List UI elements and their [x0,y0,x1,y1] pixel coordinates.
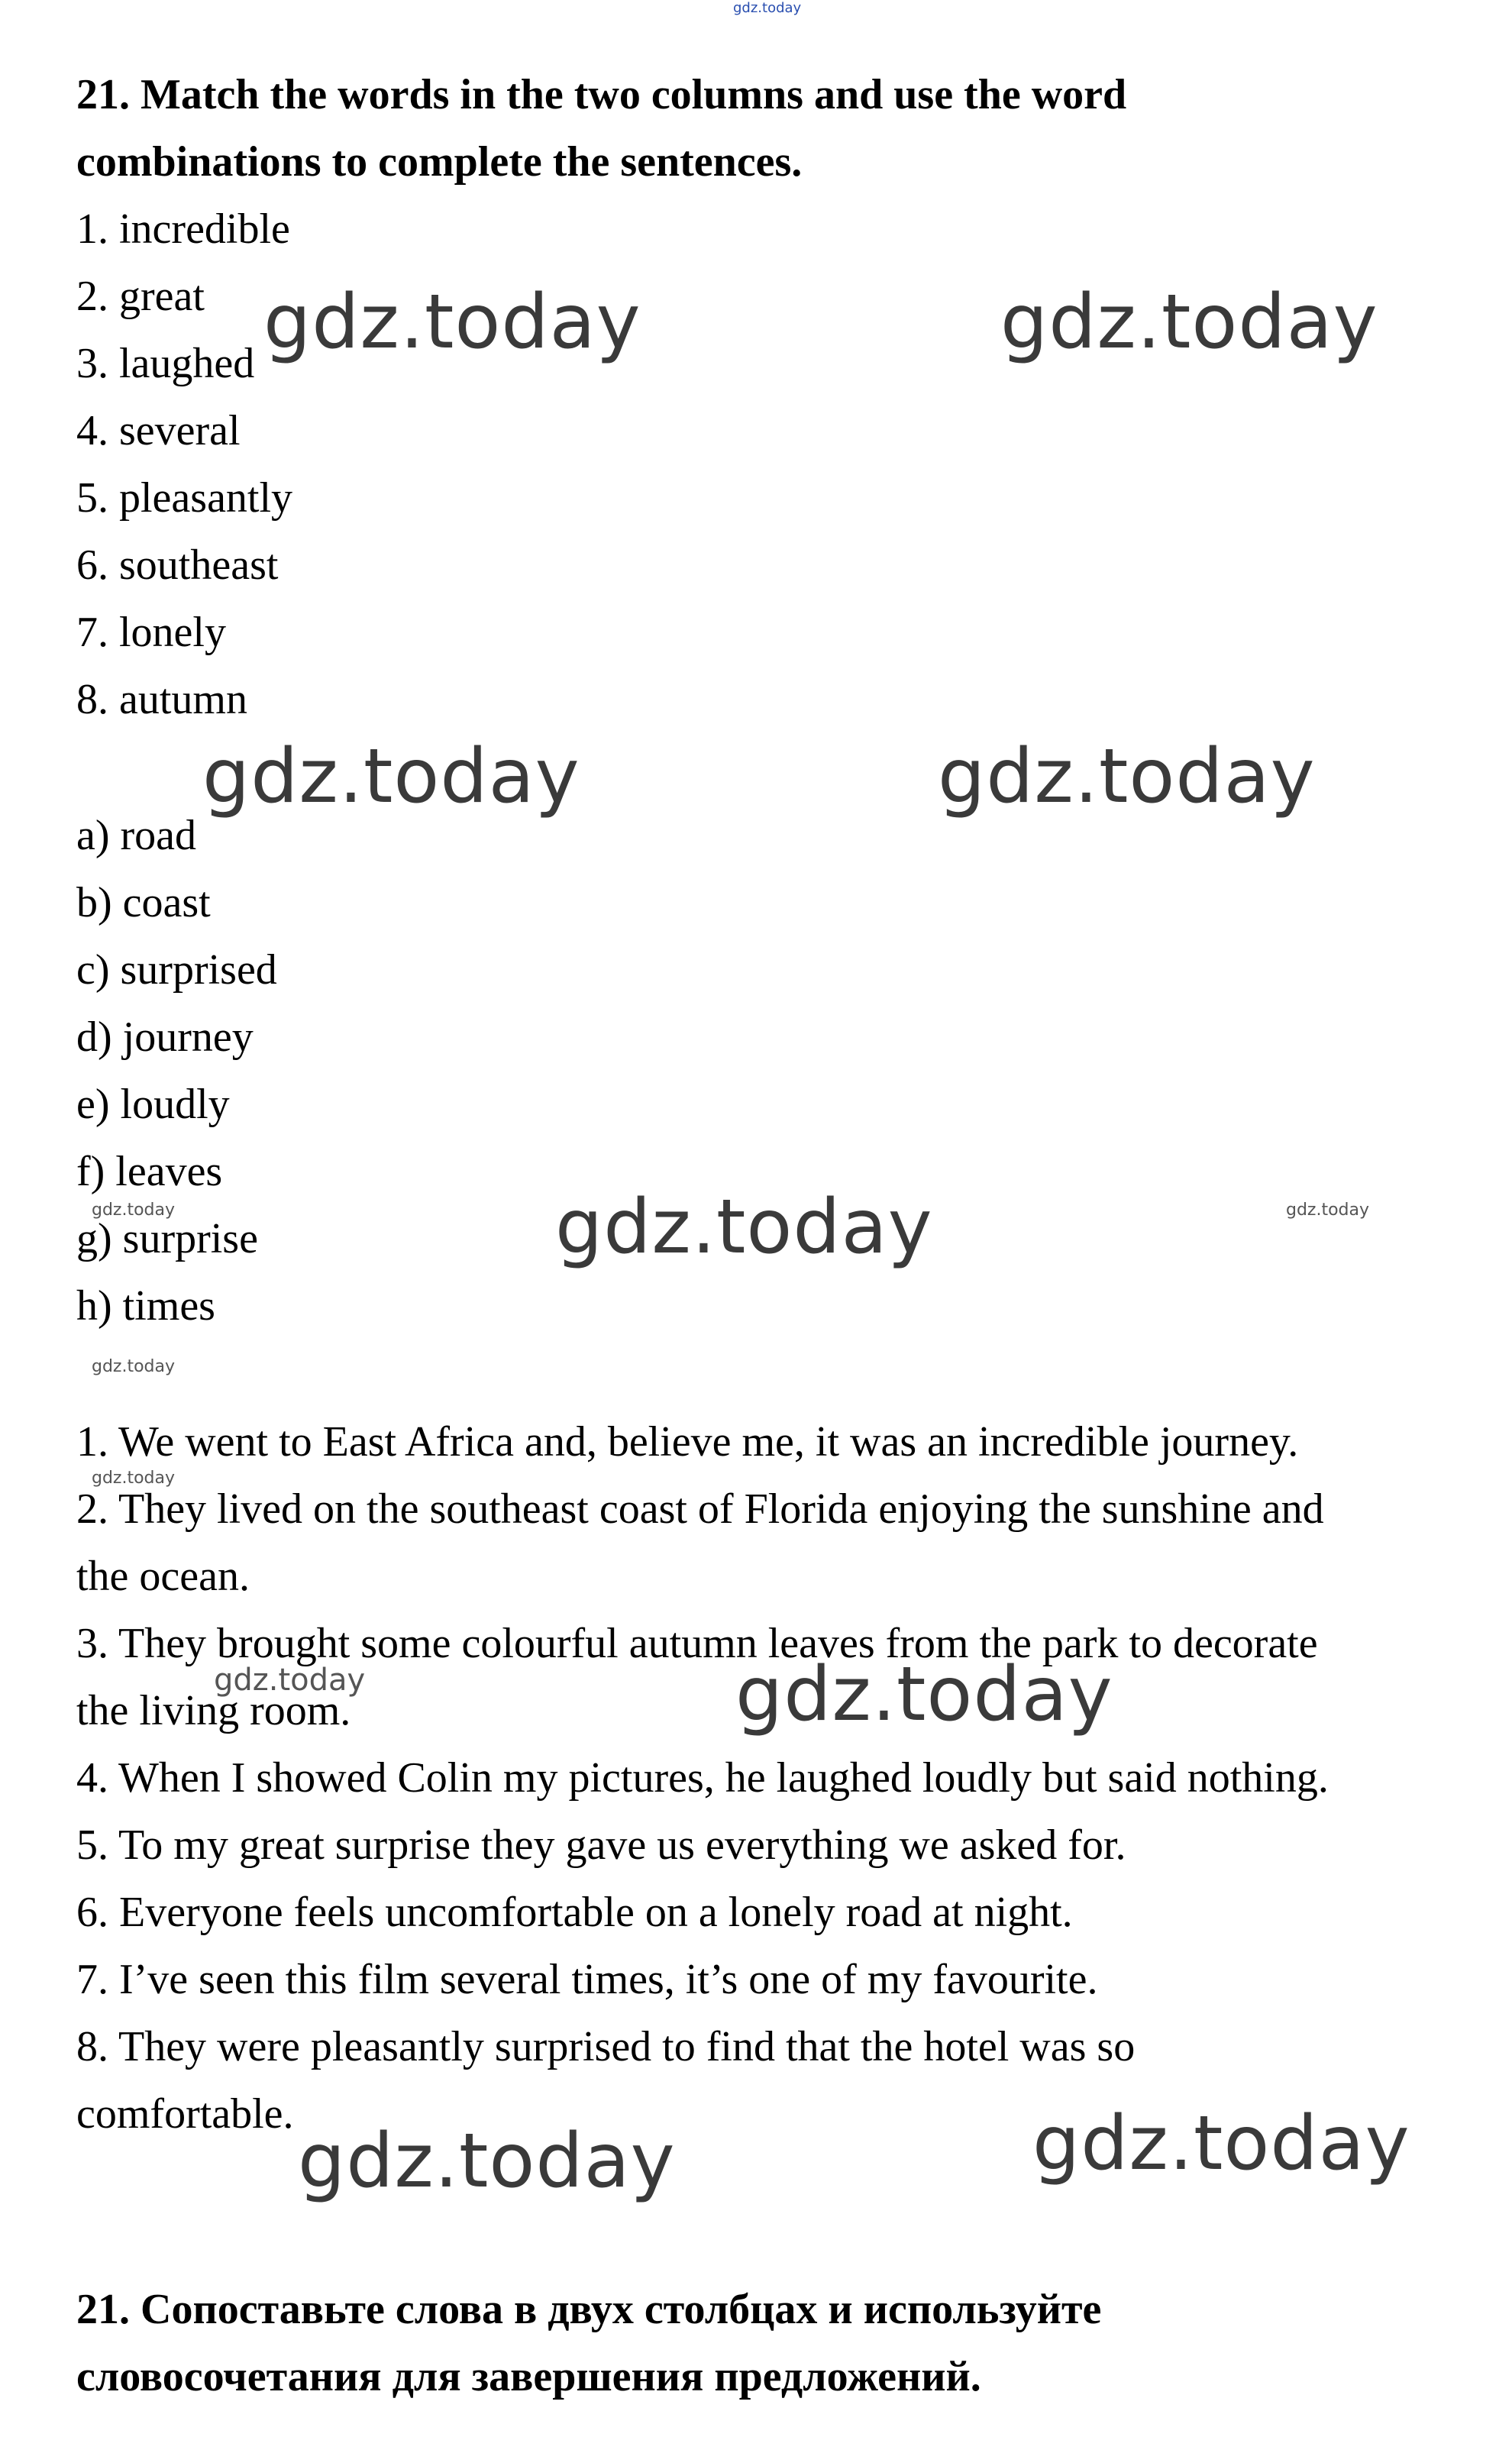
column1-item: 7. lonely [76,609,226,656]
column2-item: g) surprise [76,1215,258,1262]
column2-item: h) times [76,1282,215,1330]
translation-line2: словосочетания для завершения предложений. [76,2353,981,2400]
watermark: gdz.today [263,279,641,366]
watermark: gdz.today [298,2118,676,2205]
column1-item: 6. southeast [76,541,279,589]
column1-item: 8. autumn [76,676,247,723]
task-title-line1: 21. Match the words in the two columns and use the word [76,71,1127,118]
column2-item: c) surprised [76,946,277,994]
small-watermark: gdz.today [92,1201,176,1220]
small-watermark: gdz.today [214,1663,366,1698]
small-watermark: gdz.today [1286,1201,1370,1220]
sentence-line: 1. We went to East Africa and, believe me, it was an incredible journey. [76,1418,1299,1466]
column2-item: a) road [76,812,197,859]
sentence-line: 5. To my great surprise they gave us everything we asked for. [76,1821,1126,1869]
sentence-line: the ocean. [76,1553,250,1600]
column2-item: b) coast [76,879,211,926]
sentence-line: 4. When I showed Colin my pictures, he laughed loudly but said nothing. [76,1754,1329,1802]
column2-item: e) loudly [76,1081,230,1128]
watermark: gdz.today [555,1184,933,1271]
sentence-line: 2. They lived on the southeast coast of Florida enjoying the sunshine and [76,1485,1324,1533]
header-watermark: gdz.today [733,0,802,16]
column1-item: 4. several [76,407,241,454]
watermark: gdz.today [202,733,580,820]
column2-item: f) leaves [76,1148,223,1195]
sentence-line: the living room. [76,1687,351,1734]
column1-item: 3. laughed [76,340,255,387]
watermark: gdz.today [938,733,1316,820]
task-title-line2: combinations to complete the sentences. [76,138,803,186]
column1-item: 5. pleasantly [76,474,293,522]
sentence-line: comfortable. [76,2090,294,2138]
small-watermark: gdz.today [92,1357,176,1376]
small-watermark: gdz.today [92,1469,176,1488]
column1-item: 2. great [76,273,205,320]
column2-item: d) journey [76,1013,254,1061]
column1-item: 1. incredible [76,205,290,253]
translation-line1: 21. Сопоставьте слова в двух столбцах и используйте [76,2286,1102,2333]
watermark: gdz.today [1000,279,1378,366]
watermark: gdz.today [735,1651,1113,1738]
watermark: gdz.today [1032,2100,1410,2187]
sentence-line: 8. They were pleasantly surprised to find that the hotel was so [76,2023,1136,2070]
sentence-line: 3. They brought some colourful autumn leaves from the park to decorate [76,1620,1318,1667]
sentence-line: 7. I’ve seen this film several times, it’s one of my favourite. [76,1956,1098,2003]
sentence-line: 6. Everyone feels uncomfortable on a lonely road at night. [76,1889,1073,1936]
